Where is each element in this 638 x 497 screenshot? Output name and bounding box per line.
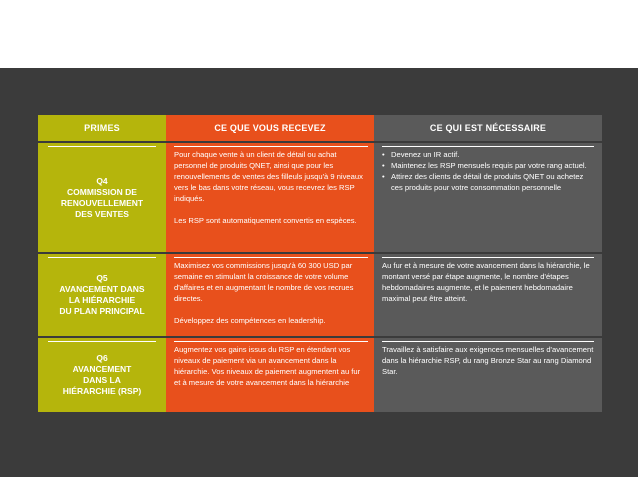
requirement-bullet: • Maintenez les RSP mensuels requis par votre rang actuel. bbox=[382, 160, 596, 171]
row-divider bbox=[174, 257, 368, 258]
row-divider bbox=[174, 146, 368, 147]
row-q6-prime bbox=[38, 338, 166, 412]
prime-title-line: HIÉRARCHIE (RSP) bbox=[62, 386, 142, 396]
prime-title-line: DU PLAN PRINCIPAL bbox=[59, 306, 145, 316]
row-divider bbox=[48, 257, 156, 258]
row-q4-necessaire bbox=[374, 143, 602, 252]
prime-title-line: DES VENTES bbox=[75, 208, 129, 219]
row-q5-prime bbox=[38, 254, 166, 336]
requirement-bullet: • Attirez des clients de détail de produits QNET ou achetez ces produits pour votre consommation personnelle bbox=[382, 171, 596, 193]
recevez-paragraph: Pour chaque vente à un client de détail ou achat personnel de produits QNET, ainsi que pour les renouvellements de ventes des filleuls jusqu'à 9 niveaux vers le bas dans votre réseau, vous recevrez les RSP indiqués. bbox=[174, 150, 363, 203]
prime-title-line: AVANCEMENT DANS bbox=[59, 284, 145, 294]
header-necessaire-label: CE QUI EST NÉCESSAIRE bbox=[429, 123, 547, 133]
requirement-bullet: • Devenez un IR actif. bbox=[382, 149, 596, 160]
primes-table bbox=[0, 68, 638, 477]
row-divider bbox=[382, 146, 594, 147]
prime-title-line: RENOUVELLEMENT bbox=[60, 197, 144, 208]
header-necessaire bbox=[374, 115, 602, 141]
prime-title-line: DANS LA bbox=[83, 375, 121, 385]
recevez-paragraph: Augmentez vos gains issus du RSP en étendant vos niveaux de paiement via un avancement dans la hiérarchie. Vos niveaux de paiement augmentent au fur et à mesure de votre avancement dans la hiérarchie bbox=[174, 345, 361, 387]
prime-title-line: COMMISSION DE bbox=[67, 186, 137, 197]
recevez-paragraph: Développez des compétences en leadership. bbox=[174, 316, 326, 325]
recevez-paragraph: Maximisez vos commissions jusqu'à 60 300 USD par semaine en stimulant la croissance de votre volume d'affaires et en augmentant le nombre de vos recrues directes. bbox=[174, 261, 354, 303]
requirement-text: Travaillez à satisfaire aux exigences mensuelles d'avancement dans la hiérarchie RSP, du rang Bronze Star au rang Diamond Star. bbox=[382, 345, 594, 376]
row-q6-recevez bbox=[166, 338, 374, 412]
header-primes bbox=[38, 115, 166, 141]
slide-background bbox=[0, 68, 638, 477]
header-recevez-label: CE QUE VOUS RECEVEZ bbox=[214, 123, 326, 133]
header-recevez bbox=[166, 115, 374, 141]
row-divider bbox=[48, 146, 156, 147]
row-q4-prime bbox=[38, 143, 166, 252]
row-divider bbox=[382, 341, 594, 342]
prime-title-line: AVANCEMENT bbox=[72, 364, 132, 374]
row-divider bbox=[174, 341, 368, 342]
requirement-text: Au fur et à mesure de votre avancement dans la hiérarchie, le montant versé par étape augmente, le nombre d'étapes hebdomadaires augmente, et le paiement hebdomadaire maximal peut être atteint. bbox=[382, 261, 590, 303]
prime-title-line: LA HIÉRARCHIE bbox=[68, 295, 136, 305]
prime-code: Q4 bbox=[96, 175, 108, 186]
row-divider bbox=[382, 257, 594, 258]
header-primes-label: PRIMES bbox=[84, 123, 120, 133]
row-q5-necessaire bbox=[374, 254, 602, 336]
row-q5-recevez bbox=[166, 254, 374, 336]
recevez-paragraph: Les RSP sont automatiquement convertis en espèces. bbox=[174, 216, 357, 225]
row-q6-necessaire bbox=[374, 338, 602, 412]
prime-code: Q6 bbox=[96, 353, 108, 363]
row-divider bbox=[48, 341, 156, 342]
row-q4-recevez bbox=[166, 143, 374, 252]
prime-code: Q5 bbox=[96, 273, 108, 283]
